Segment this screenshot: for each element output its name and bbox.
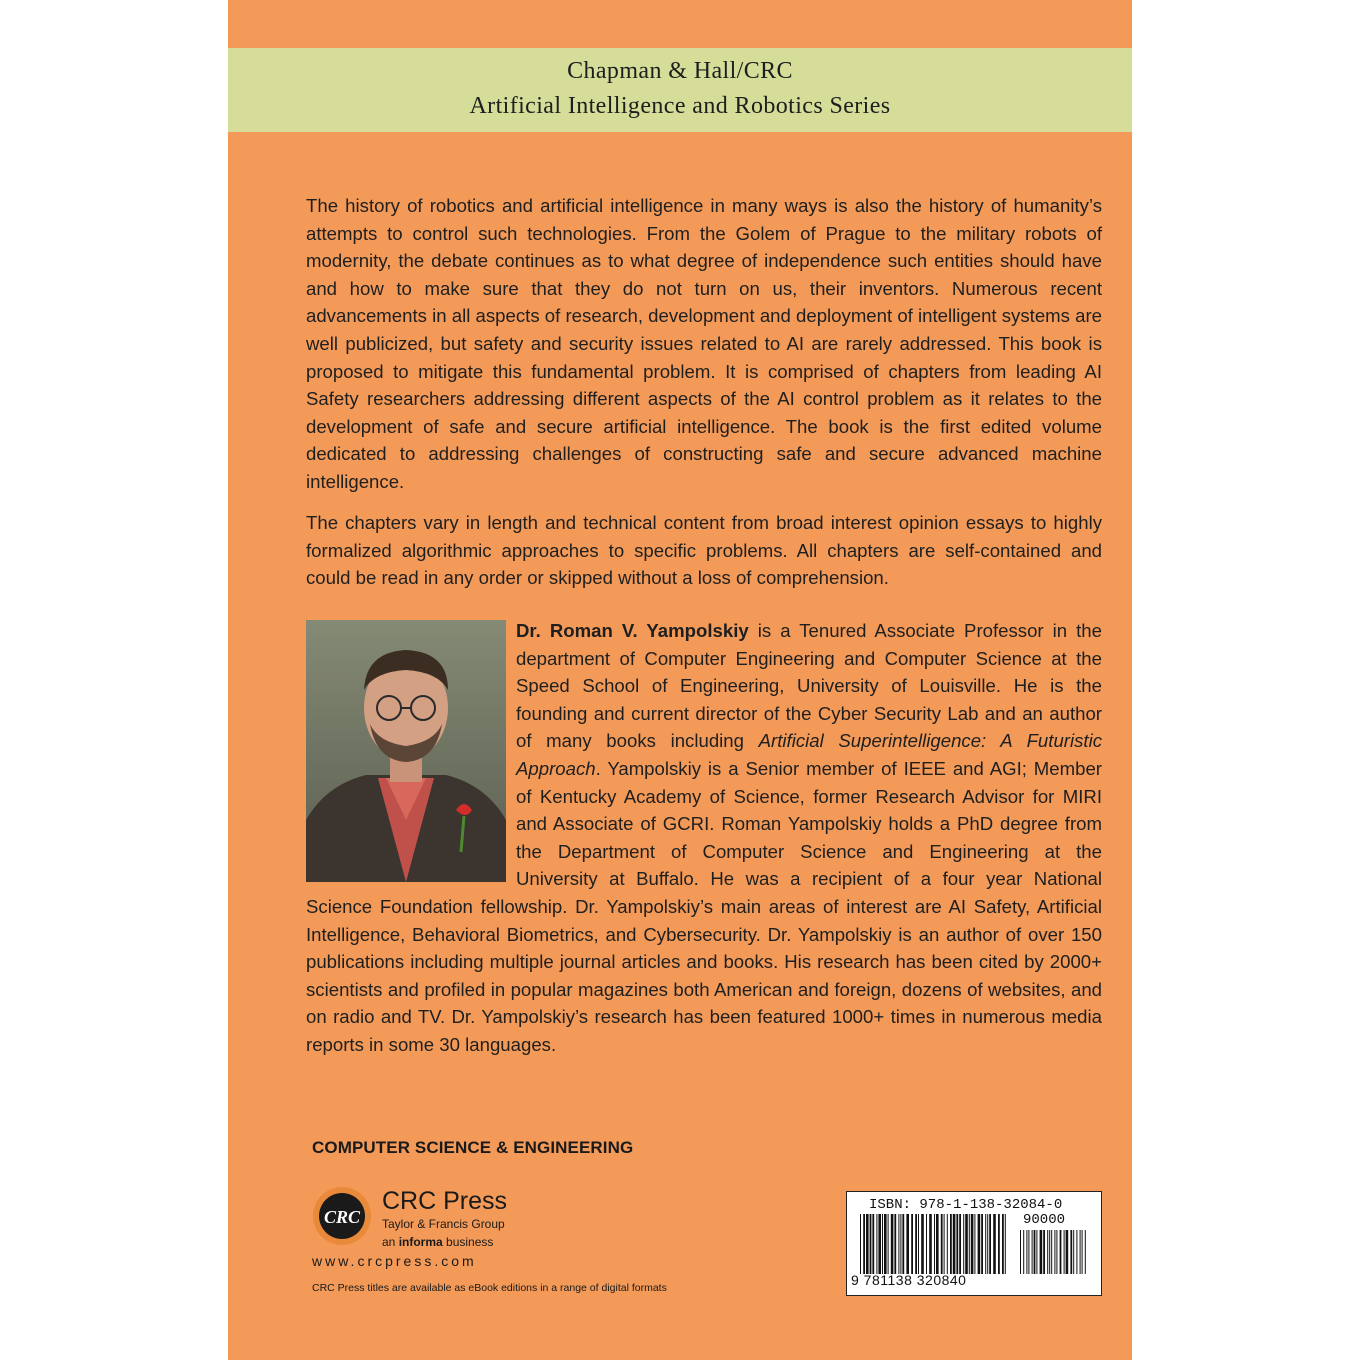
barcode-bar — [1066, 1230, 1069, 1274]
crc-press-logo-icon — [312, 1186, 372, 1246]
barcode-bar — [987, 1214, 988, 1274]
barcode-bar — [870, 1214, 872, 1274]
barcode-bar — [1023, 1230, 1024, 1274]
barcode-bar — [891, 1214, 894, 1274]
barcode-bar — [1036, 1230, 1037, 1274]
barcode-bar — [860, 1214, 861, 1274]
barcode-bar — [918, 1214, 919, 1274]
barcode-bar — [888, 1214, 889, 1274]
crc-logo-lettering: CRC — [323, 1207, 361, 1227]
description-paragraph-2: The chapters vary in length and technical content from broad interest opinion essays to highly formalized algorithmic approaches to specific problems. All chapters are self-contained and could be read in any order or skipped without a loss of comprehension. — [306, 512, 1102, 589]
barcode-bar — [906, 1214, 909, 1274]
barcode-bar — [978, 1214, 981, 1274]
barcode-bar — [985, 1214, 986, 1274]
barcode-bar — [863, 1214, 865, 1274]
barcode-bar — [898, 1214, 899, 1274]
barcode-bar — [1028, 1230, 1029, 1274]
barcode-bar — [1043, 1230, 1045, 1274]
series-publisher: Chapman & Hall/CRC — [567, 58, 793, 84]
barcode-bar — [1080, 1230, 1081, 1274]
barcode-bar — [902, 1214, 904, 1274]
barcode-bar — [1073, 1230, 1074, 1274]
barcode-bar — [1056, 1230, 1057, 1274]
publisher-group: Taylor & Francis Group — [382, 1217, 505, 1231]
barcode-bar — [1020, 1230, 1021, 1274]
barcode-bar — [900, 1214, 901, 1274]
barcode-bar — [1082, 1230, 1083, 1274]
author-name: Dr. Roman V. Yampolskiy — [516, 620, 749, 641]
ean-number: 9 781138 320840 — [851, 1272, 967, 1288]
barcode-bar — [915, 1214, 917, 1274]
barcode-bar — [993, 1214, 996, 1274]
barcode-bar — [872, 1214, 874, 1274]
barcode-bar — [1049, 1230, 1050, 1274]
barcode-bar — [921, 1214, 924, 1274]
barcode-bar — [941, 1214, 943, 1274]
barcode-bar — [950, 1214, 952, 1274]
barcode-bar — [894, 1214, 896, 1274]
series-title: Artificial Intelligence and Robotics Series — [469, 93, 891, 119]
barcode-bar — [1064, 1230, 1065, 1274]
author-bio-text-1: is a Tenured Associate Professor in the department of Computer Engineering and Computer Science at the Speed School of Engineering, University of Louisville. He is the founding and current director of the Cyber Security Lab and an author of many books including — [516, 620, 1102, 752]
author-bio-text-2: . Yampolskiy is a Senior member of IEEE and AGI; Member of Kentucky Academy of Science, former Research Advisor for MIRI and Associate of GCRI. Roman Yampolskiy holds a PhD degree from the Department of Computer Science and Engineering at the University at Buffalo. He was a recipient of a four year National Science Foundation fellowship. Dr. Yampolskiy’s main areas of interest are AI Safety, Artificial Intelligence, Behavioral Biometrics, and Cybersecurity. Dr. Yampolskiy is an author of over 150 publications including multiple journal articles and books. His research has been cited by 2000+ scientists and profiled in popular magazines both American and foreign, dozens of websites, and on radio and TV. Dr. Yampolskiy’s research has been featured 1000+ times in numerous media reports in some 30 languages. — [306, 757, 1102, 1055]
publisher-url: www.crcpress.com — [312, 1253, 477, 1269]
isbn-barcode — [846, 1191, 1102, 1296]
barcode-bar — [934, 1214, 935, 1274]
barcode-bar — [878, 1214, 881, 1274]
author-bio — [306, 617, 1102, 1059]
barcode-bar — [876, 1214, 877, 1274]
barcode-bar — [1060, 1230, 1062, 1274]
author-portrait-illustration — [306, 620, 506, 882]
barcode-bar — [1032, 1230, 1033, 1274]
barcode-bar — [1040, 1230, 1043, 1274]
barcode-bar — [1026, 1230, 1027, 1274]
barcode-bar — [981, 1214, 983, 1274]
barcode-bar — [882, 1214, 883, 1274]
author-book-title: Artificial Superintelligence: A Futuristic Approach — [516, 730, 1102, 779]
ean-barcode-bars — [859, 1214, 1009, 1274]
barcode-bar — [1085, 1230, 1086, 1274]
barcode-bar — [911, 1214, 913, 1274]
price-addon-barcode-bars — [1019, 1230, 1087, 1274]
barcode-bar — [947, 1214, 948, 1274]
series-banner — [228, 48, 1132, 132]
barcode-bar — [965, 1214, 968, 1274]
barcode-bar — [936, 1214, 939, 1274]
barcode-bar — [1002, 1214, 1004, 1274]
barcode-bar — [953, 1214, 956, 1274]
barcode-bar — [1005, 1214, 1006, 1274]
barcode-bar — [1051, 1230, 1052, 1274]
barcode-bar — [929, 1214, 932, 1274]
publisher-name: CRC Press — [382, 1187, 508, 1215]
barcode-bar — [959, 1214, 961, 1274]
author-photo — [306, 620, 506, 882]
isbn-number: ISBN: 978-1-138-32084-0 — [869, 1197, 1063, 1213]
book-back-cover — [228, 0, 1132, 1360]
barcode-bar — [969, 1214, 970, 1274]
barcode-bar — [926, 1214, 927, 1274]
barcode-bar — [944, 1214, 945, 1274]
barcode-bar — [998, 1214, 1000, 1274]
barcode-bar — [1076, 1230, 1077, 1274]
subject-category: COMPUTER SCIENCE & ENGINEERING — [312, 1138, 634, 1157]
barcode-bar — [989, 1214, 991, 1274]
barcode-bar — [963, 1214, 964, 1274]
barcode-bar — [1070, 1230, 1072, 1274]
ebook-availability-note: CRC Press titles are available as eBook editions in a range of digital formats — [312, 1282, 667, 1294]
barcode-bar — [971, 1214, 974, 1274]
barcode-bar — [1054, 1230, 1055, 1274]
barcode-bar — [884, 1214, 887, 1274]
description-paragraph-1: The history of robotics and artificial intelligence in many ways is also the history of humanity’s attempts to control such technologies. From the Golem of Prague to the military robots of modernity, the debate continues as to what degree of independence such entities should have and how to make sure that they do not turn on us, their inventors. Numerous recent advancements in all aspects of research, development and deployment of intelligent systems are well publicized, but safety and security issues related to AI are rarely addressed. This book is proposed to mitigate this fundamental problem. It is comprised of chapters from leading AI Safety researchers addressing different aspects of the AI control problem as it relates to the development of safe and secure artificial intelligence. The book is the first edited volume dedicated to addressing challenges of constructing safe and secure advanced machine intelligence. — [306, 195, 1102, 492]
publisher-business: an informa business — [382, 1235, 494, 1249]
barcode-bar — [866, 1214, 869, 1274]
price-code: 90000 — [1023, 1212, 1066, 1228]
barcode-bar — [1034, 1230, 1036, 1274]
barcode-bar — [1047, 1230, 1048, 1274]
barcode-bar — [956, 1214, 958, 1274]
barcode-bar — [974, 1214, 975, 1274]
